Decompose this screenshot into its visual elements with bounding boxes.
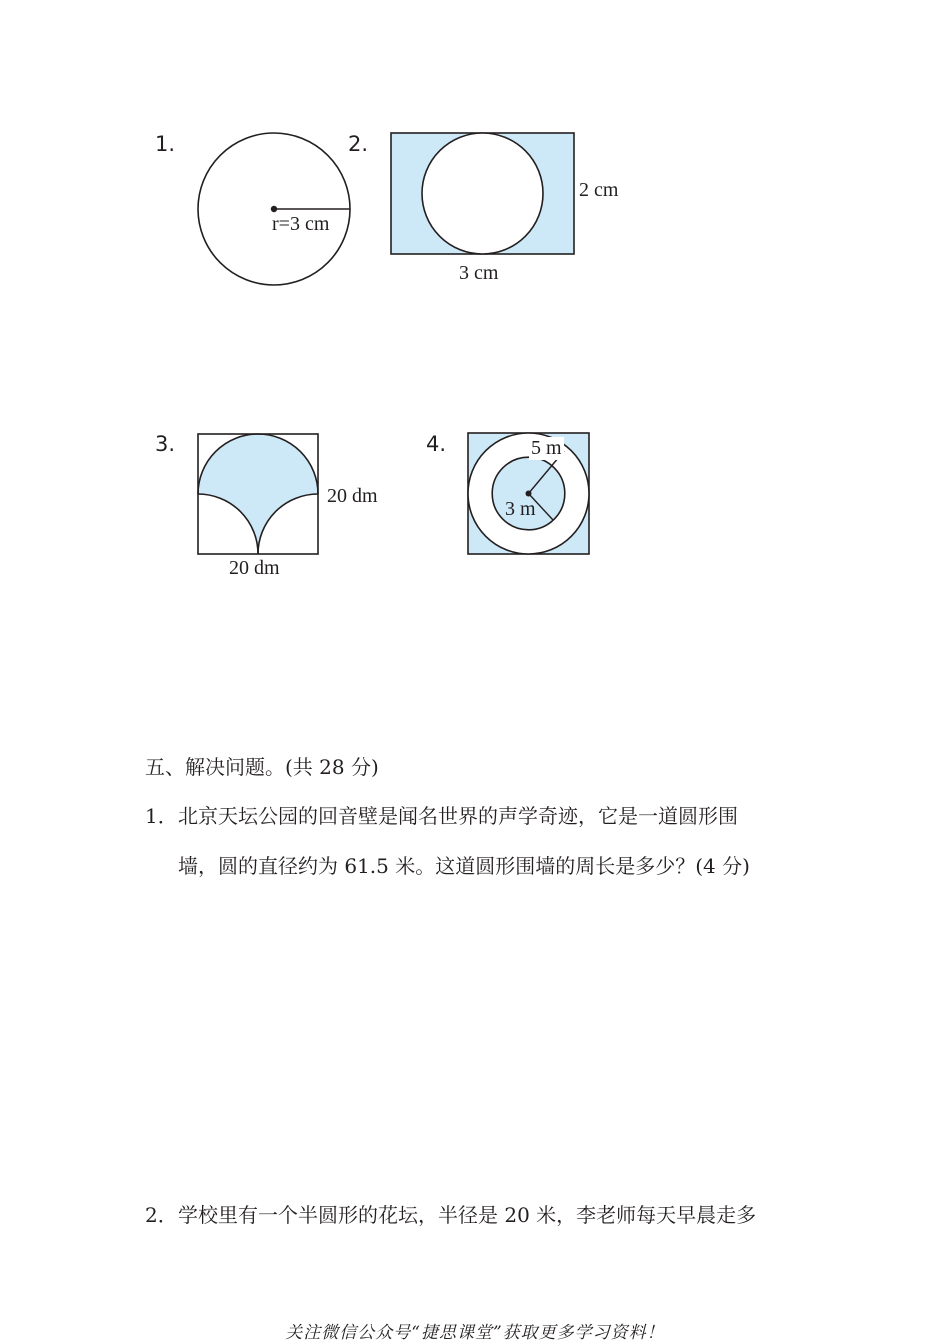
figure-2-number: 2. [348,132,369,156]
figure-3-bottom-label: 20 dm [229,557,280,579]
question-2-number: 2． [145,1203,178,1227]
figure-3-square-arcs [196,432,322,556]
figure-4-inner-label: 3 m [505,498,536,520]
figure-2-rect-circle [390,132,576,256]
figure-3-side-label: 20 dm [327,485,378,507]
question-2-line-1: 学校里有一个半圆形的花坛，半径是 20 米，李老师每天早晨走多 [178,1203,757,1227]
figure-1-number: 1. [155,132,176,156]
question-1-line-2: 墙，圆的直径约为 61.5 米。这道圆形围墙的周长是多少？(4 分) [178,854,750,878]
figure-3-number: 3. [155,432,176,456]
section-heading: 五、解决问题。(共 28 分) [145,755,379,779]
question-1-number: 1． [145,804,178,828]
figure-2-width-label: 3 cm [459,262,499,284]
figure-2-height-label: 2 cm [579,179,619,201]
figure-1-radius-label: r=3 cm [272,213,330,235]
figure-4-number: 4. [426,432,447,456]
question-1-line-1: 北京天坛公园的回音壁是闻名世界的声学奇迹，它是一道圆形围 [178,804,738,828]
figure-4-outer-label: 5 m [531,437,562,459]
footer-note: 关注微信公众号“捷思课堂”获取更多学习资料！ [285,1323,665,1343]
